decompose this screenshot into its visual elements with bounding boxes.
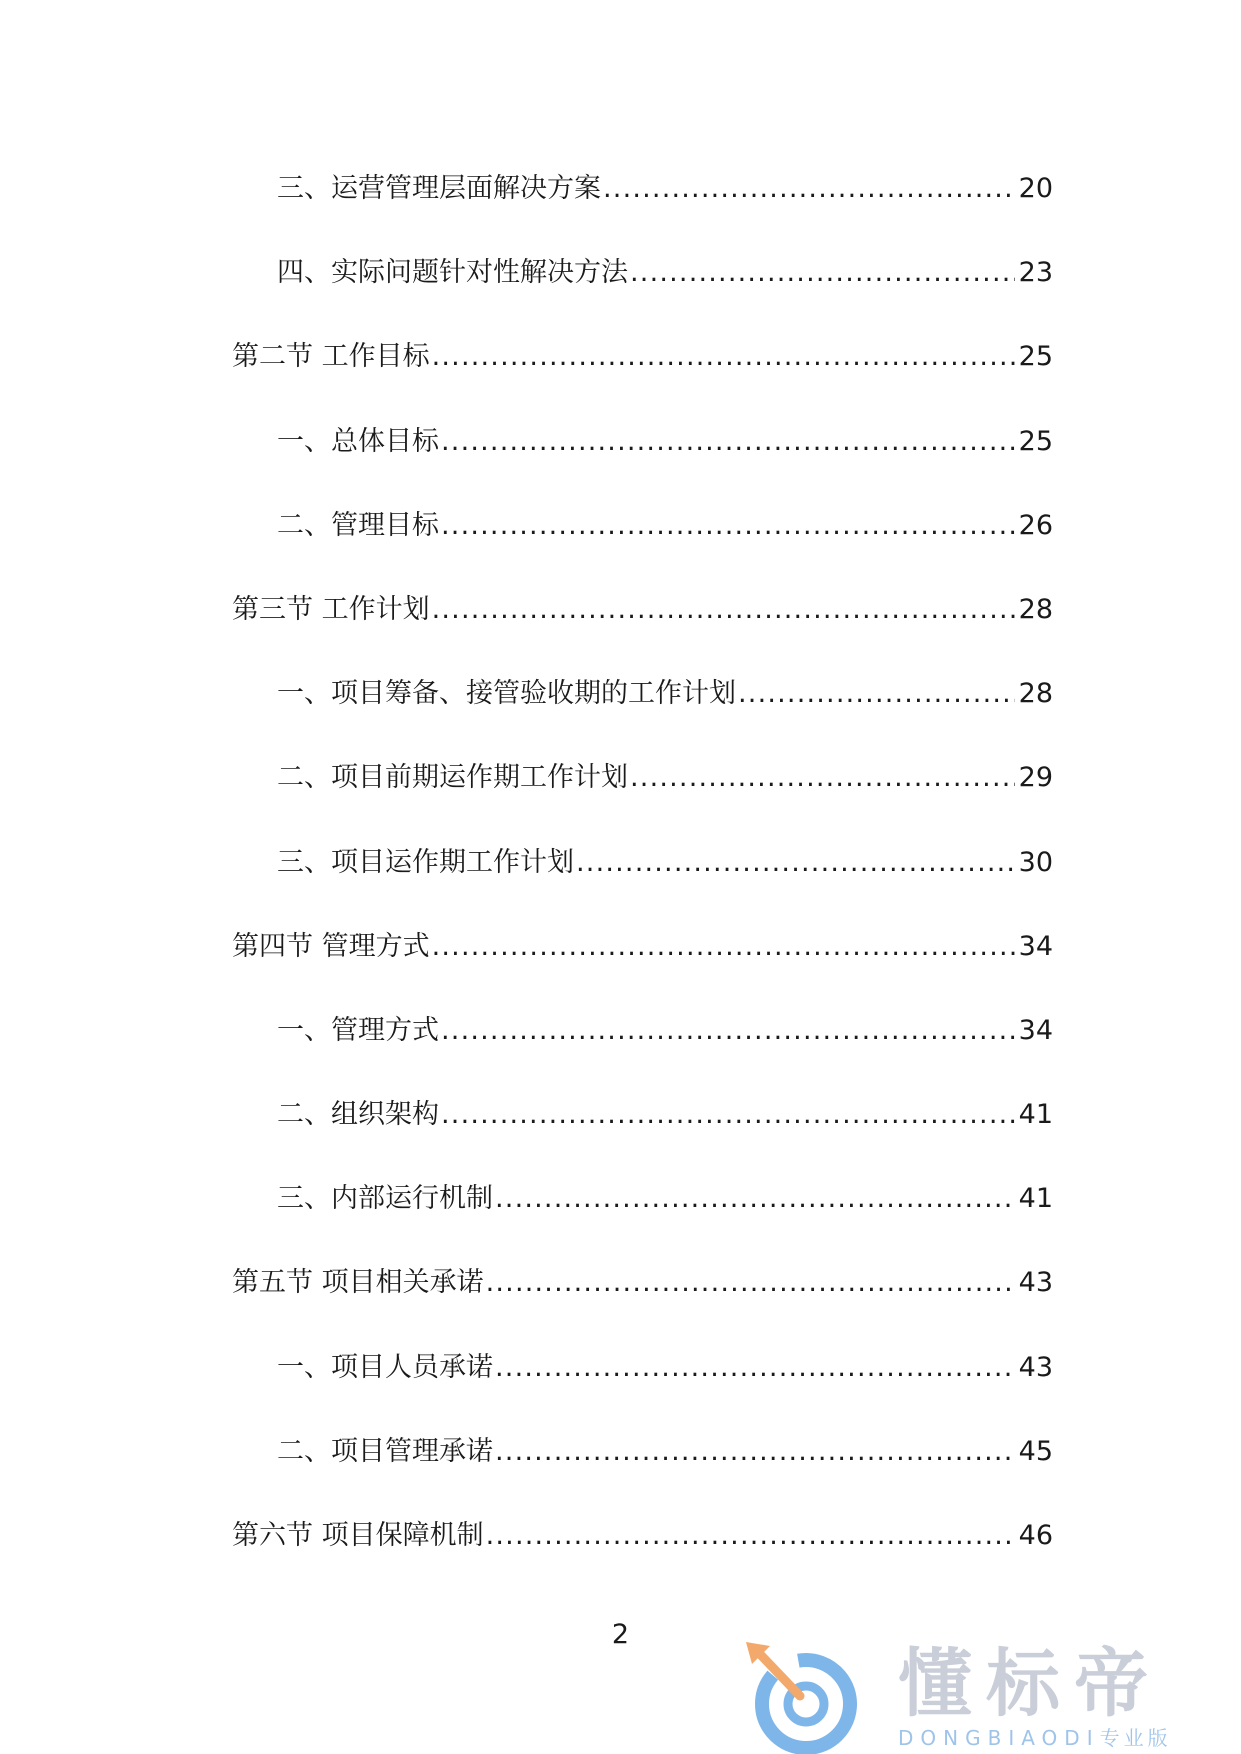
toc-entry-page: 45 xyxy=(1018,1435,1053,1467)
toc-dot-leader xyxy=(441,425,1015,459)
table-of-contents xyxy=(232,172,1053,1603)
toc-entry-page: 30 xyxy=(1018,846,1053,878)
toc-entry-title: 二、项目管理承诺 xyxy=(277,1435,493,1467)
toc-entry-page: 41 xyxy=(1018,1099,1053,1131)
toc-dot-leader xyxy=(495,1182,1015,1216)
toc-entry[interactable] xyxy=(232,1098,1053,1182)
toc-dot-leader xyxy=(432,340,1015,374)
toc-entry-page: 25 xyxy=(1018,425,1053,457)
toc-dot-leader xyxy=(441,509,1015,543)
toc-entry[interactable] xyxy=(232,340,1053,424)
toc-entry[interactable] xyxy=(232,1351,1053,1435)
watermark xyxy=(740,1640,1220,1754)
toc-dot-leader xyxy=(486,1519,1015,1553)
toc-entry[interactable] xyxy=(232,593,1053,677)
watermark-brand-name: 懂标帝 xyxy=(898,1641,1162,1727)
toc-entry[interactable] xyxy=(232,761,1053,845)
target-arrow-logo-icon xyxy=(740,1640,870,1754)
page-number: 2 xyxy=(611,1619,630,1650)
toc-entry-page: 25 xyxy=(1018,341,1053,373)
toc-entry-page: 28 xyxy=(1018,593,1053,625)
toc-dot-leader xyxy=(603,172,1015,206)
toc-entry-title: 一、项目人员承诺 xyxy=(277,1351,493,1383)
toc-dot-leader xyxy=(441,1098,1015,1132)
toc-entry[interactable] xyxy=(232,172,1053,256)
toc-entry[interactable] xyxy=(232,509,1053,593)
toc-entry-page: 20 xyxy=(1018,173,1053,204)
toc-entry[interactable] xyxy=(232,930,1053,1014)
toc-entry-page: 28 xyxy=(1018,678,1053,710)
watermark-latin: DONGBIAODI xyxy=(898,1726,1100,1750)
toc-entry[interactable] xyxy=(232,846,1053,930)
toc-dot-leader xyxy=(495,1351,1015,1385)
watermark-subtitle xyxy=(898,1726,1172,1750)
toc-dot-leader xyxy=(630,256,1015,290)
toc-entry-page: 34 xyxy=(1018,930,1053,962)
toc-dot-leader xyxy=(630,761,1015,795)
toc-entry[interactable] xyxy=(232,256,1053,340)
toc-entry-page: 41 xyxy=(1018,1183,1053,1215)
toc-entry-title: 三、运营管理层面解决方案 xyxy=(277,173,601,204)
toc-entry[interactable] xyxy=(232,425,1053,509)
toc-entry-title: 一、项目筹备、接管验收期的工作计划 xyxy=(277,678,736,710)
toc-entry[interactable] xyxy=(232,1014,1053,1098)
toc-entry[interactable] xyxy=(232,1519,1053,1603)
toc-entry-title: 二、项目前期运作期工作计划 xyxy=(277,762,628,794)
toc-dot-leader xyxy=(576,846,1015,880)
toc-entry[interactable] xyxy=(232,677,1053,761)
toc-entry-title: 第三节 工作计划 xyxy=(232,593,430,625)
toc-entry-page: 26 xyxy=(1018,509,1053,541)
toc-dot-leader xyxy=(441,1014,1015,1048)
toc-entry-page: 46 xyxy=(1018,1520,1053,1551)
toc-entry-title: 二、组织架构 xyxy=(277,1099,439,1131)
watermark-edition: 专业版 xyxy=(1099,1726,1172,1750)
toc-entry-title: 三、项目运作期工作计划 xyxy=(277,846,574,878)
toc-entry-title: 一、管理方式 xyxy=(277,1014,439,1046)
toc-entry-title: 第二节 工作目标 xyxy=(232,341,430,373)
toc-entry[interactable] xyxy=(232,1266,1053,1350)
toc-entry[interactable] xyxy=(232,1435,1053,1519)
toc-entry-page: 34 xyxy=(1018,1014,1053,1046)
toc-entry-title: 第五节 项目相关承诺 xyxy=(232,1267,484,1299)
toc-dot-leader xyxy=(495,1435,1015,1469)
toc-entry-title: 第四节 管理方式 xyxy=(232,930,430,962)
toc-entry-title: 四、实际问题针对性解决方法 xyxy=(277,257,628,289)
toc-entry-title: 第六节 项目保障机制 xyxy=(232,1520,484,1551)
toc-entry[interactable] xyxy=(232,1182,1053,1266)
toc-entry-page: 29 xyxy=(1018,762,1053,794)
toc-entry-title: 三、内部运行机制 xyxy=(277,1183,493,1215)
toc-dot-leader xyxy=(432,930,1015,964)
toc-entry-page: 43 xyxy=(1018,1351,1053,1383)
toc-dot-leader xyxy=(486,1266,1015,1300)
toc-dot-leader xyxy=(432,593,1015,627)
toc-entry-page: 43 xyxy=(1018,1267,1053,1299)
toc-entry-page: 23 xyxy=(1018,257,1053,289)
toc-entry-title: 二、管理目标 xyxy=(277,509,439,541)
toc-dot-leader xyxy=(738,677,1015,711)
toc-entry-title: 一、总体目标 xyxy=(277,425,439,457)
